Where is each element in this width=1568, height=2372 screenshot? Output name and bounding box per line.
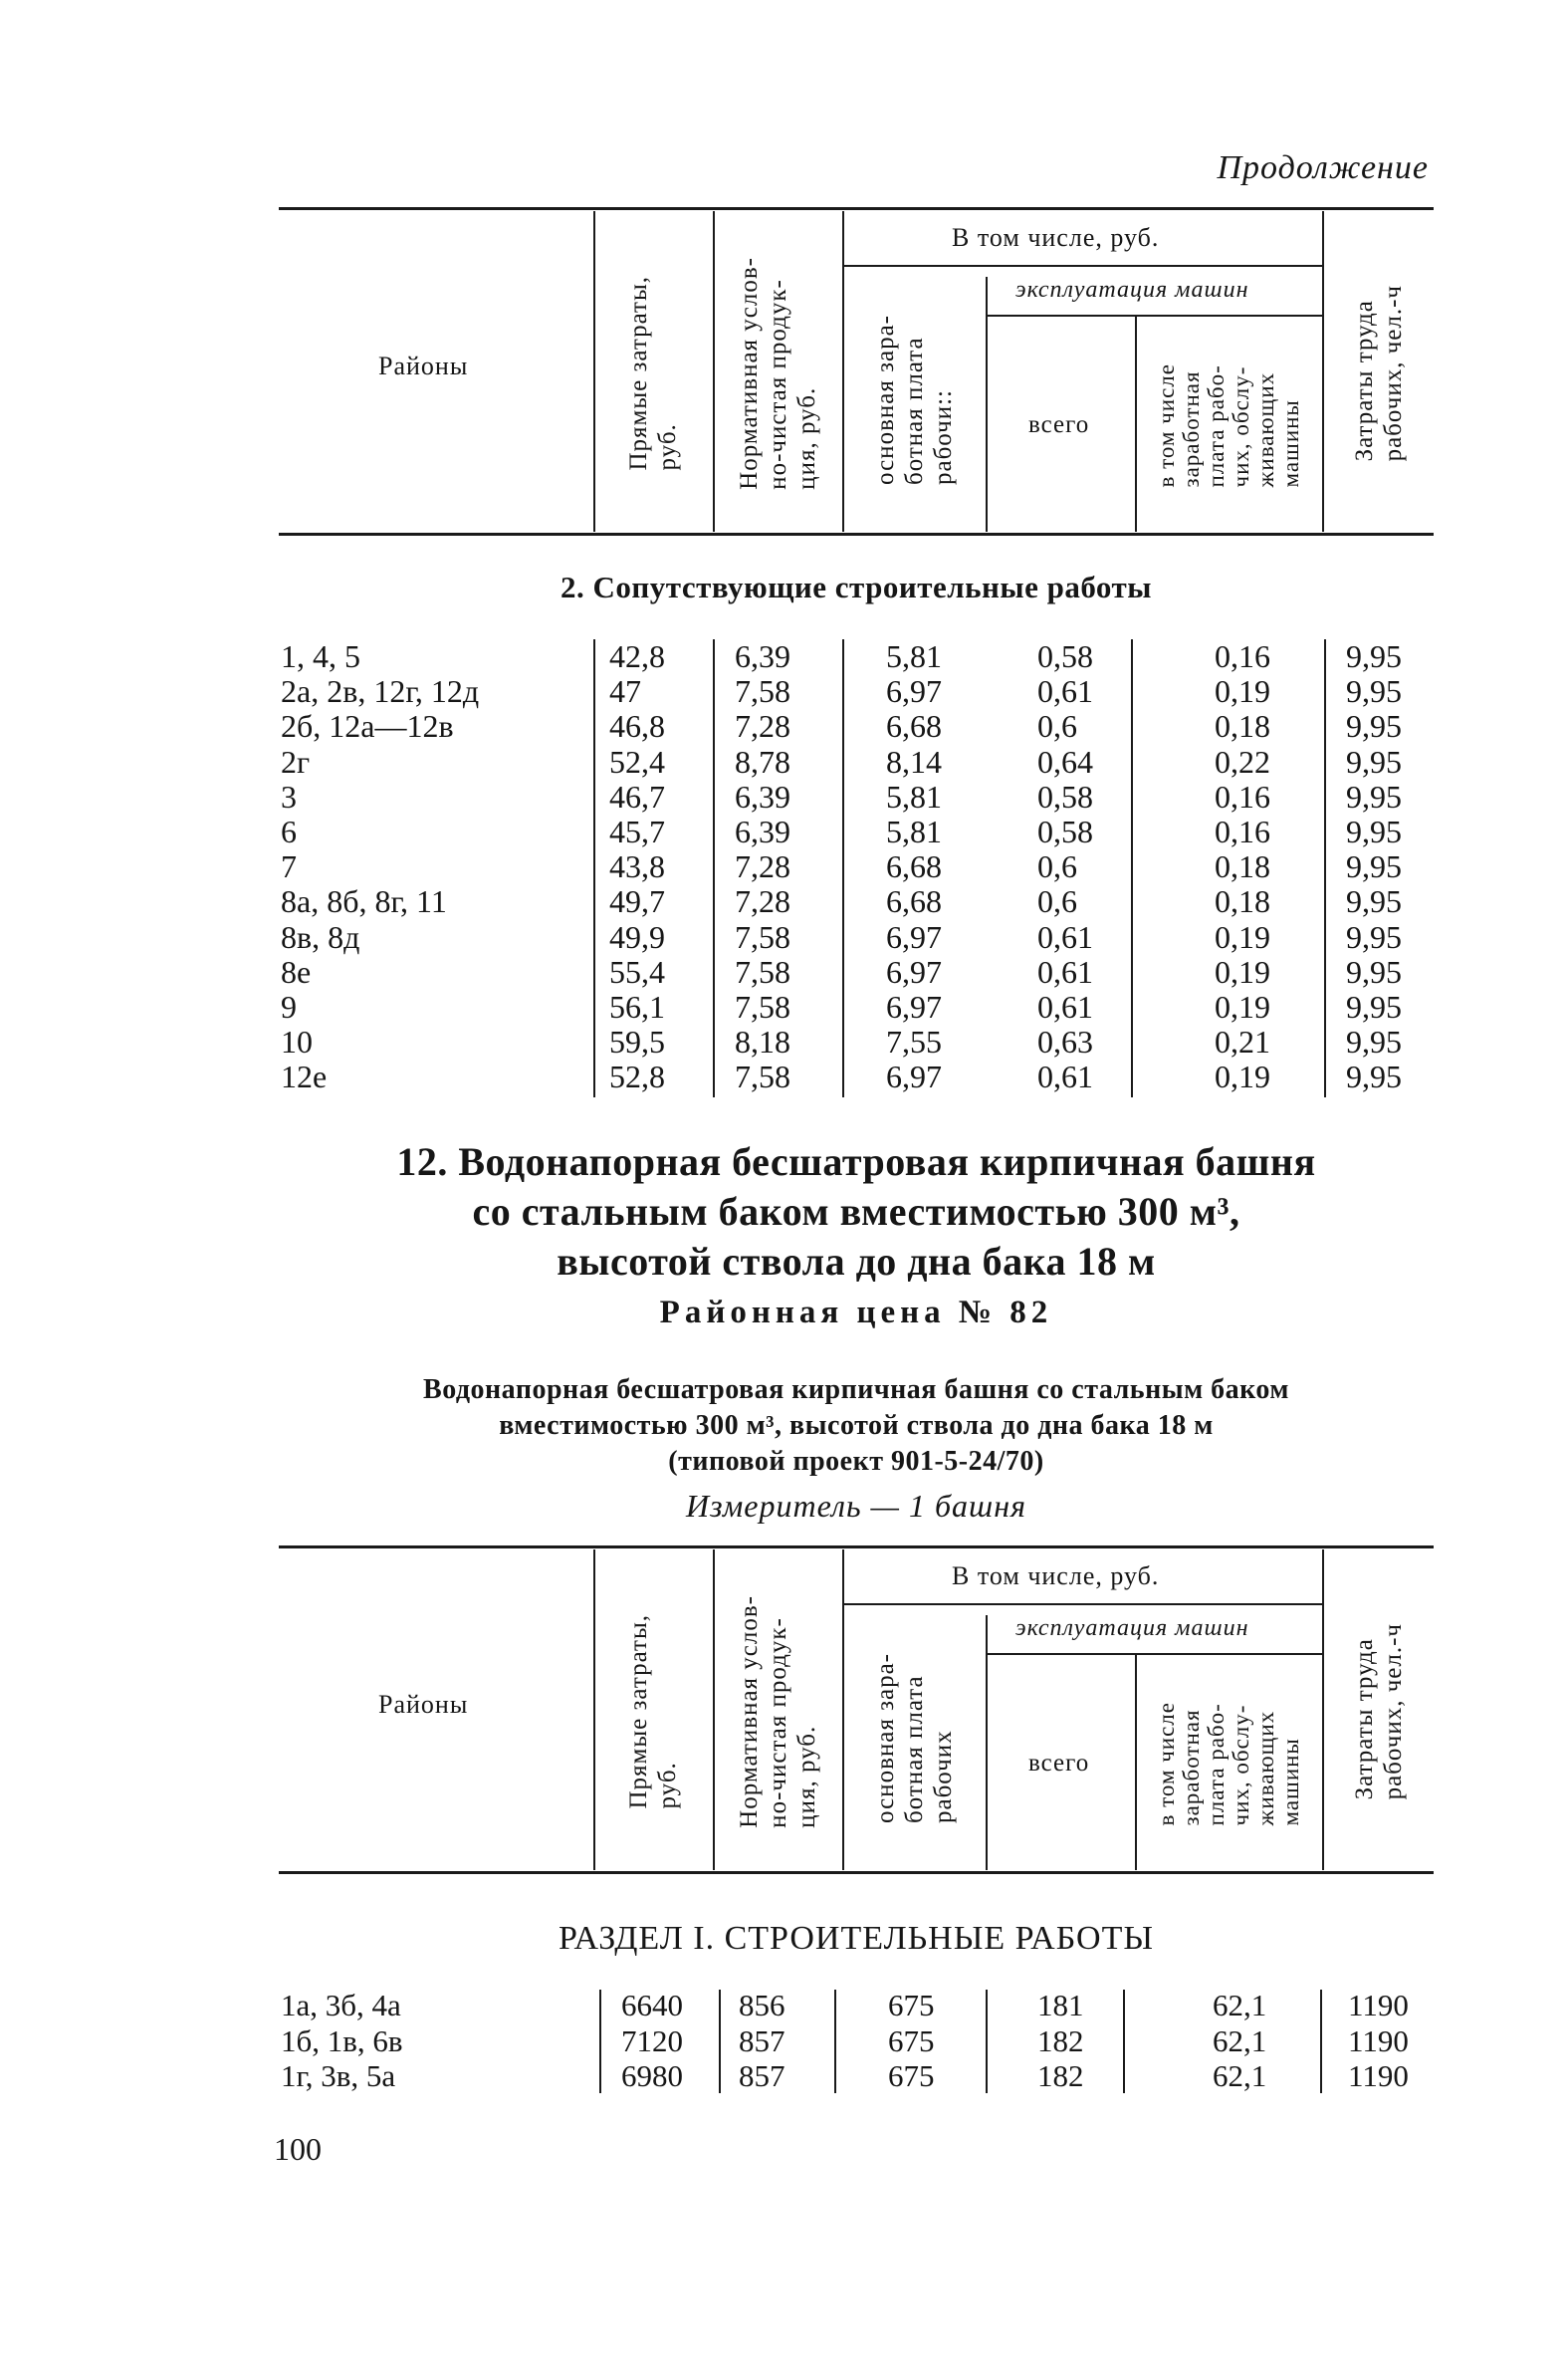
row-divider bbox=[842, 265, 1322, 267]
cell-value: 0,58 bbox=[1037, 814, 1093, 849]
cell-value: 8,14 bbox=[886, 743, 942, 780]
cell-value: 6,97 bbox=[886, 989, 942, 1025]
cell-value: 0,16 bbox=[1215, 814, 1270, 849]
cell-value: 5,81 bbox=[886, 778, 942, 815]
cell-district: 2г bbox=[281, 743, 311, 780]
cell-value: 5,81 bbox=[886, 638, 942, 674]
cell-value: 7,58 bbox=[735, 953, 790, 990]
cell-value: 0,19 bbox=[1215, 953, 1270, 990]
table-row bbox=[279, 884, 1434, 919]
table-row bbox=[279, 1025, 1434, 1060]
main-title-line: со стальным баком вместимостью 300 м³, bbox=[472, 1189, 1240, 1234]
cell-value: 0,16 bbox=[1215, 638, 1270, 674]
col-machines-wage: в том числе заработная плата рабо- чих, обслу- живающих машины bbox=[1154, 362, 1303, 488]
cell-value: 675 bbox=[888, 2022, 935, 2058]
cell-district: 12е bbox=[281, 1059, 328, 1095]
table-header-1 bbox=[279, 207, 1434, 536]
cell-value: 0,61 bbox=[1037, 953, 1093, 990]
section-title-2: РАЗДЕЛ I. СТРОИТЕЛЬНЫЕ РАБОТЫ bbox=[558, 1920, 1155, 1957]
cell-value: 7,58 bbox=[735, 673, 790, 710]
section-title-1: 2. Сопутствующие строительные работы bbox=[560, 570, 1152, 604]
row-divider bbox=[986, 1653, 1322, 1655]
cell-value: 6,68 bbox=[886, 848, 942, 885]
row-divider bbox=[842, 1603, 1322, 1605]
cell-district: 2б, 12а—12в bbox=[281, 708, 454, 745]
price-title: Районная цена № 82 bbox=[659, 1295, 1053, 1330]
table-row bbox=[279, 709, 1434, 744]
main-title-line: 12. Водонапорная бесшатровая кирпичная башня bbox=[396, 1139, 1316, 1184]
table-row bbox=[279, 920, 1434, 955]
col-normative-product: Нормативная услов- но-чистая продук- ция, руб. bbox=[735, 1595, 820, 1828]
header-rule-top bbox=[279, 1545, 1434, 1548]
cell-value: 7,28 bbox=[735, 708, 790, 745]
table-row bbox=[279, 990, 1434, 1025]
cell-value: 9,95 bbox=[1346, 989, 1402, 1025]
table-row bbox=[279, 639, 1434, 674]
data-table-1 bbox=[279, 639, 1434, 1099]
cell-value: 675 bbox=[888, 1988, 935, 2022]
cell-value: 0,18 bbox=[1215, 848, 1270, 885]
table-row bbox=[279, 745, 1434, 780]
cell-value: 0,19 bbox=[1215, 918, 1270, 955]
main-title-line: высотой ствола до дна бака 18 м bbox=[557, 1239, 1156, 1284]
cell-value: 7,58 bbox=[735, 1059, 790, 1095]
cell-district: 6 bbox=[281, 814, 297, 849]
cell-value: 7,58 bbox=[735, 989, 790, 1025]
col-machines: эксплуатация машин bbox=[1015, 1615, 1249, 1641]
cell-district: 10 bbox=[281, 1024, 313, 1061]
cell-value: 0,61 bbox=[1037, 1059, 1093, 1095]
cell-value: 182 bbox=[1037, 2022, 1084, 2058]
cell-value: 0,19 bbox=[1215, 989, 1270, 1025]
cell-district: 7 bbox=[281, 848, 297, 885]
cell-district: 8а, 8б, 8г, 11 bbox=[281, 883, 447, 920]
cell-value: 9,95 bbox=[1346, 814, 1402, 849]
cell-value: 6,97 bbox=[886, 918, 942, 955]
col-base-wage: основная зара- ботная плата рабочи:: bbox=[871, 315, 957, 486]
cell-value: 0,58 bbox=[1037, 778, 1093, 815]
cell-value: 6640 bbox=[621, 1988, 683, 2022]
cell-value: 0,21 bbox=[1215, 1024, 1270, 1061]
cell-value: 181 bbox=[1037, 1988, 1084, 2022]
table-row bbox=[279, 849, 1434, 884]
col-districts: Районы bbox=[378, 352, 469, 380]
cell-value: 7,28 bbox=[735, 883, 790, 920]
table-row bbox=[279, 1060, 1434, 1094]
cell-value: 9,95 bbox=[1346, 848, 1402, 885]
col-machines: эксплуатация машин bbox=[1015, 277, 1249, 303]
meter-label: Измеритель — 1 башня bbox=[686, 1488, 1026, 1524]
cell-value: 0,16 bbox=[1215, 778, 1270, 815]
cell-value: 6,97 bbox=[886, 1059, 942, 1095]
data-table-2 bbox=[279, 1988, 1434, 2097]
cell-value: 9,95 bbox=[1346, 1059, 1402, 1095]
col-including: В том числе, руб. bbox=[952, 223, 1160, 252]
cell-value: 62,1 bbox=[1213, 2022, 1267, 2058]
cell-value: 0,6 bbox=[1037, 848, 1077, 885]
col-labor: Затраты труда рабочих, чел.-ч bbox=[1351, 285, 1407, 462]
table-row bbox=[279, 815, 1434, 849]
cell-value: 9,95 bbox=[1346, 743, 1402, 780]
continued-label: Продолжение bbox=[1217, 149, 1429, 186]
cell-value: 52,4 bbox=[609, 743, 665, 780]
cell-value: 0,6 bbox=[1037, 708, 1077, 745]
cell-value: 62,1 bbox=[1213, 2058, 1267, 2093]
cell-value: 6,39 bbox=[735, 638, 790, 674]
cell-value: 7,58 bbox=[735, 918, 790, 955]
cell-value: 6,97 bbox=[886, 953, 942, 990]
table-row bbox=[279, 2058, 1434, 2093]
cell-value: 9,95 bbox=[1346, 1024, 1402, 1061]
page-number: 100 bbox=[274, 2131, 322, 2167]
header-rule-bottom bbox=[279, 533, 1434, 536]
cell-value: 8,18 bbox=[735, 1024, 790, 1061]
cell-district: 1, 4, 5 bbox=[281, 638, 360, 674]
col-labor: Затраты труда рабочих, чел.-ч bbox=[1351, 1623, 1407, 1800]
cell-value: 1190 bbox=[1348, 1988, 1409, 2022]
cell-value: 0,18 bbox=[1215, 883, 1270, 920]
cell-value: 47 bbox=[609, 673, 641, 710]
cell-value: 6,39 bbox=[735, 814, 790, 849]
cell-value: 9,95 bbox=[1346, 883, 1402, 920]
cell-value: 7120 bbox=[621, 2022, 683, 2058]
cell-value: 0,22 bbox=[1215, 743, 1270, 780]
cell-value: 1190 bbox=[1348, 2058, 1409, 2093]
cell-value: 1190 bbox=[1348, 2022, 1409, 2058]
cell-value: 9,95 bbox=[1346, 708, 1402, 745]
row-divider bbox=[986, 315, 1322, 317]
cell-value: 7,55 bbox=[886, 1024, 942, 1061]
cell-value: 6,97 bbox=[886, 673, 942, 710]
table-row bbox=[279, 2023, 1434, 2058]
cell-value: 857 bbox=[739, 2058, 785, 2093]
cell-district: 1б, 1в, 6в bbox=[281, 2022, 403, 2058]
cell-value: 9,95 bbox=[1346, 953, 1402, 990]
price-description-line: (типовой проект 901-5-24/70) bbox=[668, 1446, 1044, 1477]
cell-value: 9,95 bbox=[1346, 638, 1402, 674]
cell-value: 675 bbox=[888, 2058, 935, 2093]
header-rule-bottom bbox=[279, 1871, 1434, 1874]
col-base-wage: основная зара- ботная плата рабочих bbox=[871, 1653, 957, 1824]
cell-value: 6,68 bbox=[886, 883, 942, 920]
cell-value: 856 bbox=[739, 1988, 785, 2022]
col-direct-costs: Прямые затраты, руб. bbox=[625, 1614, 681, 1809]
cell-value: 0,58 bbox=[1037, 638, 1093, 674]
col-including: В том числе, руб. bbox=[952, 1561, 1160, 1590]
cell-value: 46,8 bbox=[609, 708, 665, 745]
cell-value: 0,19 bbox=[1215, 673, 1270, 710]
col-machines-wage: в том числе заработная плата рабо- чих, обслу- живающих машины bbox=[1154, 1701, 1303, 1826]
cell-value: 0,64 bbox=[1037, 743, 1093, 780]
cell-value: 0,61 bbox=[1037, 918, 1093, 955]
cell-value: 56,1 bbox=[609, 989, 665, 1025]
table-row bbox=[279, 780, 1434, 815]
col-machines-total: всего bbox=[1028, 411, 1090, 438]
cell-value: 5,81 bbox=[886, 814, 942, 849]
col-districts: Районы bbox=[378, 1690, 469, 1719]
cell-value: 59,5 bbox=[609, 1024, 665, 1061]
cell-value: 46,7 bbox=[609, 778, 665, 815]
table-row bbox=[279, 955, 1434, 990]
table-row bbox=[279, 1988, 1434, 2022]
cell-value: 49,9 bbox=[609, 918, 665, 955]
cell-value: 52,8 bbox=[609, 1059, 665, 1095]
cell-district: 1г, 3в, 5а bbox=[281, 2058, 396, 2093]
cell-value: 0,63 bbox=[1037, 1024, 1093, 1061]
cell-value: 0,6 bbox=[1037, 883, 1077, 920]
cell-value: 9,95 bbox=[1346, 918, 1402, 955]
cell-value: 182 bbox=[1037, 2058, 1084, 2093]
price-description-line: вместимостью 300 м³, высотой ствола до дна бака 18 м bbox=[499, 1410, 1214, 1441]
cell-district: 3 bbox=[281, 778, 297, 815]
price-description bbox=[279, 1372, 1434, 1480]
cell-value: 45,7 bbox=[609, 814, 665, 849]
cell-value: 55,4 bbox=[609, 953, 665, 990]
cell-value: 0,61 bbox=[1037, 673, 1093, 710]
table-header-2 bbox=[279, 1545, 1434, 1874]
cell-value: 49,7 bbox=[609, 883, 665, 920]
cell-value: 0,18 bbox=[1215, 708, 1270, 745]
cell-value: 8,78 bbox=[735, 743, 790, 780]
cell-value: 6,68 bbox=[886, 708, 942, 745]
cell-district: 8в, 8д bbox=[281, 918, 360, 955]
price-description-line: Водонапорная бесшатровая кирпичная башня со стальным баком bbox=[423, 1374, 1289, 1405]
cell-value: 9,95 bbox=[1346, 778, 1402, 815]
col-machines-total: всего bbox=[1028, 1750, 1090, 1777]
cell-district: 1а, 3б, 4а bbox=[281, 1988, 401, 2022]
cell-district: 2а, 2в, 12г, 12д bbox=[281, 673, 480, 710]
cell-value: 6,39 bbox=[735, 778, 790, 815]
cell-value: 6980 bbox=[621, 2058, 683, 2093]
cell-value: 7,28 bbox=[735, 848, 790, 885]
main-title bbox=[279, 1137, 1434, 1287]
cell-value: 0,19 bbox=[1215, 1059, 1270, 1095]
cell-value: 0,61 bbox=[1037, 989, 1093, 1025]
col-normative-product: Нормативная услов- но-чистая продук- ция, руб. bbox=[735, 257, 820, 490]
cell-district: 9 bbox=[281, 989, 297, 1025]
cell-value: 43,8 bbox=[609, 848, 665, 885]
cell-value: 62,1 bbox=[1213, 1988, 1267, 2022]
cell-value: 42,8 bbox=[609, 638, 665, 674]
cell-district: 8е bbox=[281, 953, 312, 990]
cell-value: 857 bbox=[739, 2022, 785, 2058]
col-direct-costs: Прямые затраты, руб. bbox=[625, 276, 681, 471]
header-rule-top bbox=[279, 207, 1434, 210]
cell-value: 9,95 bbox=[1346, 673, 1402, 710]
table-row bbox=[279, 674, 1434, 709]
